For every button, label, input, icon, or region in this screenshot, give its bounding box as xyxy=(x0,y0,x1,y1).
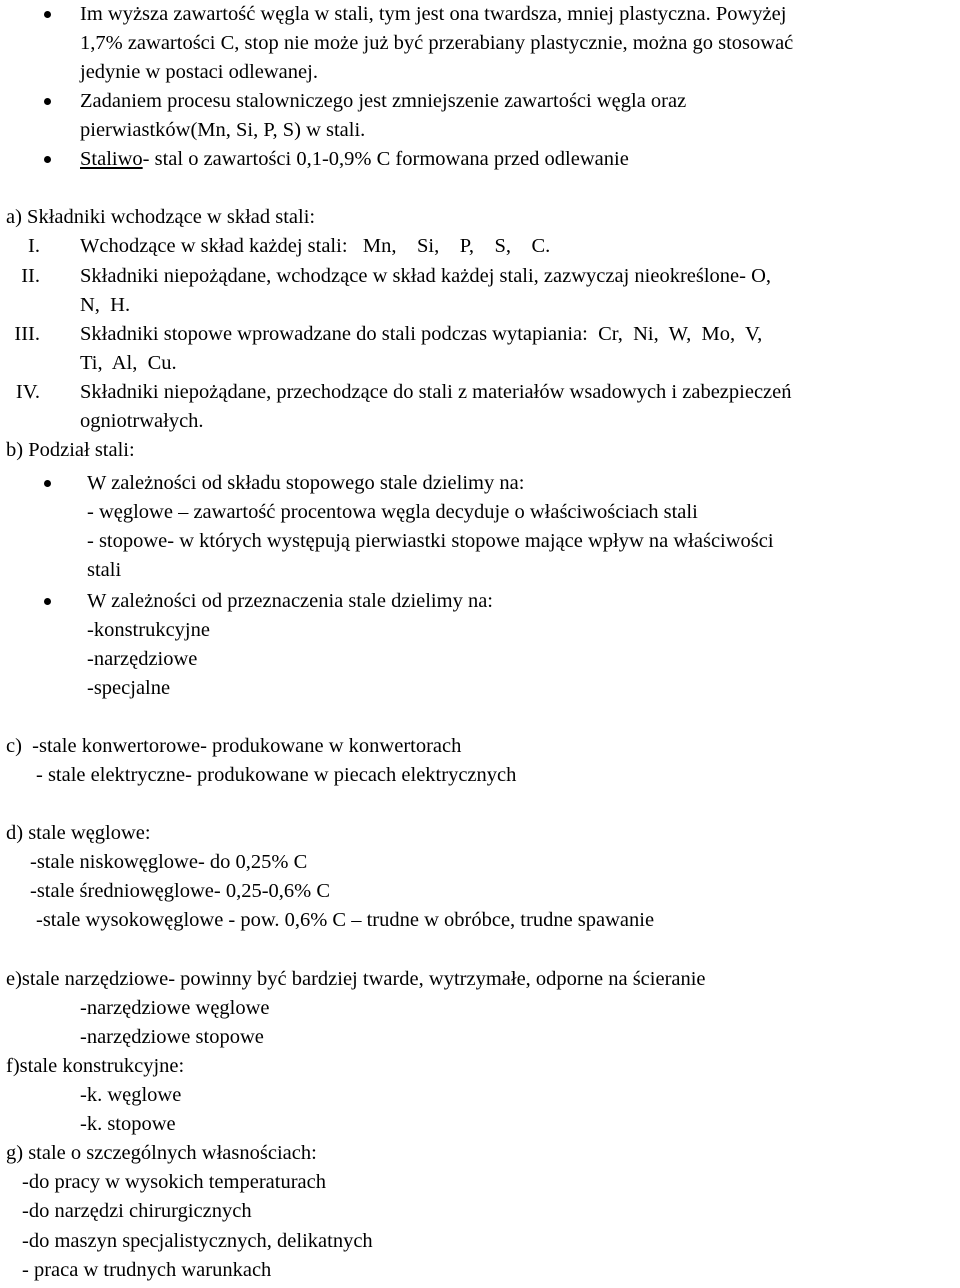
section-a-item-4-line-2: ogniotrwałych. xyxy=(80,410,204,432)
section-b-bullet-1-line-2: - stopowe- w których występują pierwiastki stopowe mające wpływ na właściwości xyxy=(87,530,774,552)
section-a-item-4-line-1: Składniki niepożądane, przechodzące do stali z materiałów wsadowych i zabezpieczeń xyxy=(80,381,792,403)
section-b-heading: b) Podział stali: xyxy=(6,439,135,461)
section-b-bullet-2-title: W zależności od przeznaczenia stale dzielimy na: xyxy=(87,590,493,612)
section-d-line-3: -stale wysokowęglowe - pow. 0,6% C – trudne w obróbce, trudne spawanie xyxy=(36,909,655,931)
section-a-item-3-line-2: Ti, Al, Cu. xyxy=(80,352,177,374)
section-f-line-1: -k. węglowe xyxy=(80,1084,182,1106)
section-a-heading: a) Składniki wchodzące w skład stali: xyxy=(6,206,316,228)
section-e-line-1: -narzędziowe węglowe xyxy=(80,997,270,1019)
section-g-line-3: -do maszyn specjalistycznych, delikatnych xyxy=(22,1230,373,1252)
section-a-item-3-line-1: Składniki stopowe wprowadzane do stali podczas wytapiania: Cr, Ni, W, Mo, V, xyxy=(80,323,763,345)
intro-bullet-2-line-2: pierwiastków(Mn, Si, P, S) w stali. xyxy=(80,119,366,141)
staliwo-term: Staliwo xyxy=(80,148,143,170)
intro-bullet-3 xyxy=(80,147,629,171)
section-b-bullet-2-line-3: -specjalne xyxy=(87,677,171,699)
roman-numeral: I. xyxy=(28,235,40,257)
section-f-heading: f)stale konstrukcyjne: xyxy=(6,1055,185,1077)
intro-bullet-2-line-1: Zadaniem procesu stalowniczego jest zmniejszenie zawartości węgla oraz xyxy=(80,90,687,112)
section-d-line-2: -stale średniowęglowe- 0,25-0,6% C xyxy=(30,880,331,902)
section-b-bullet-1-line-1: - węglowe – zawartość procentowa węgla decyduje o właściwościach stali xyxy=(87,501,698,523)
bullet-icon xyxy=(44,98,51,105)
section-d-heading: d) stale węglowe: xyxy=(6,822,151,844)
section-f-line-2: -k. stopowe xyxy=(80,1113,176,1135)
section-a-item-2-line-1: Składniki niepożądane, wchodzące w skład każdej stali, zazwyczaj nieokreślone- O, xyxy=(80,265,772,287)
section-d-line-1: -stale niskowęglowe- do 0,25% C xyxy=(30,851,308,873)
section-e-line-2: -narzędziowe stopowe xyxy=(80,1026,264,1048)
staliwo-definition: - stal o zawartości 0,1-0,9% C formowana przed odlewanie xyxy=(142,148,629,170)
intro-bullet-1-line-3: jedynie w postaci odlewanej. xyxy=(80,61,318,83)
bullet-icon xyxy=(44,598,51,605)
section-c-line-2: - stale elektryczne- produkowane w piecach elektrycznych xyxy=(36,764,517,786)
section-b-bullet-1-title: W zależności od składu stopowego stale dzielimy na: xyxy=(87,472,525,494)
roman-numeral: III. xyxy=(14,323,40,345)
intro-bullet-1-line-1: Im wyższa zawartość węgla w stali, tym jest ona twardsza, mniej plastyczna. Powyżej xyxy=(80,3,787,25)
section-e-heading: e)stale narzędziowe- powinny być bardziej twarde, wytrzymałe, odporne na ścieranie xyxy=(6,968,706,990)
roman-numeral: IV. xyxy=(15,381,40,403)
section-g-line-2: -do narzędzi chirurgicznych xyxy=(22,1200,252,1222)
section-g-line-4: - praca w trudnych warunkach xyxy=(22,1259,272,1281)
section-b-bullet-2-line-1: -konstrukcyjne xyxy=(87,619,210,641)
bullet-icon xyxy=(44,11,51,18)
section-c-line-1: c) -stale konwertorowe- produkowane w konwertorach xyxy=(6,735,462,757)
section-g-heading: g) stale o szczególnych własnościach: xyxy=(6,1142,317,1164)
bullet-icon xyxy=(44,480,51,487)
section-a-item-1: Wchodzące w skład każdej stali: Mn, Si, P, S, C. xyxy=(80,235,551,257)
section-a-item-2-line-2: N, H. xyxy=(80,294,131,316)
section-b-bullet-2-line-2: -narzędziowe xyxy=(87,648,198,670)
roman-numeral: II. xyxy=(21,265,40,287)
section-g-line-1: -do pracy w wysokich temperaturach xyxy=(22,1171,326,1193)
section-b-bullet-1-line-3: stali xyxy=(87,559,122,581)
bullet-icon xyxy=(44,156,51,163)
intro-bullet-1-line-2: 1,7% zawartości C, stop nie może już być przerabiany plastycznie, można go stosować xyxy=(80,32,794,54)
